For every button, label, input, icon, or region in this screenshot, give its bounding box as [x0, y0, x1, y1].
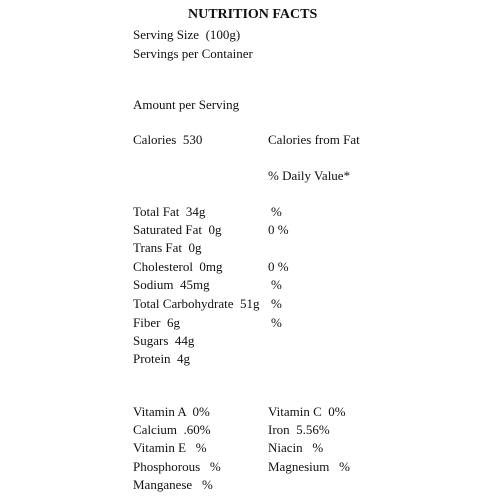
vitamin-right-magnesium: Magnesium %	[268, 459, 350, 474]
vitamin-left-calcium: Calcium .60%	[133, 422, 211, 437]
nutrient-label-trans-fat: Trans Fat 0g	[133, 240, 202, 255]
nutrient-dv-total-carbohydrate: %	[271, 296, 282, 311]
nutrient-dv-saturated-fat: 0 %	[268, 222, 289, 237]
nutrient-label-saturated-fat: Saturated Fat 0g	[133, 222, 222, 237]
amount-per-serving: Amount per Serving	[133, 97, 240, 112]
vitamin-right-niacin: Niacin %	[268, 440, 324, 455]
label-title: NUTRITION FACTS	[188, 7, 318, 22]
nutrient-dv-sodium: %	[271, 277, 282, 292]
nutrient-label-sugars: Sugars 44g	[133, 333, 195, 348]
nutrient-label-fiber: Fiber 6g	[133, 315, 180, 330]
vitamin-left-vitamin-e: Vitamin E %	[133, 440, 207, 455]
servings-per-container: Servings per Container	[133, 46, 253, 61]
nutrient-dv-fiber: %	[271, 315, 282, 330]
nutrient-label-protein: Protein 4g	[133, 351, 191, 366]
nutrient-dv-cholesterol: 0 %	[268, 259, 289, 274]
calories: Calories 530	[133, 132, 203, 147]
calories-from-fat: Calories from Fat	[268, 132, 360, 147]
nutrient-label-total-fat: Total Fat 34g	[133, 204, 206, 219]
nutrient-label-sodium: Sodium 45mg	[133, 277, 210, 292]
vitamin-left-phosphorous: Phosphorous %	[133, 459, 221, 474]
serving-size: Serving Size (100g)	[133, 27, 241, 42]
vitamin-right-vitamin-c: Vitamin C 0%	[268, 404, 346, 419]
vitamin-left-vitamin-a: Vitamin A 0%	[133, 404, 210, 419]
nutrient-dv-total-fat: %	[271, 204, 282, 219]
nutrient-label-total-carbohydrate: Total Carbohydrate 51g	[133, 296, 260, 311]
vitamin-right-iron: Iron 5.56%	[268, 422, 330, 437]
vitamin-left-manganese: Manganese %	[133, 477, 213, 492]
daily-value-header: % Daily Value*	[268, 168, 351, 183]
nutrient-label-cholesterol: Cholesterol 0mg	[133, 259, 223, 274]
